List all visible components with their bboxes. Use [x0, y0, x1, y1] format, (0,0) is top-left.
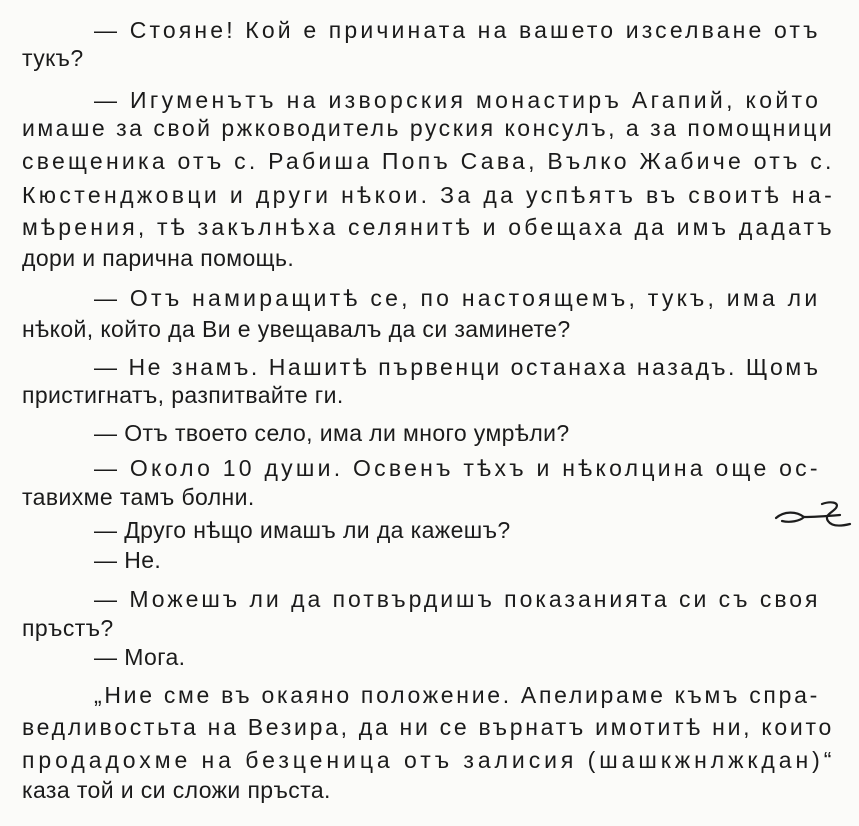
handwritten-margin-mark-icon: [770, 496, 856, 536]
text-line: каза той и си сложи пръста.: [22, 777, 331, 803]
text-line: ведливостьта на Везира, да ни се върнатъ имотитѣ ни, които: [22, 714, 834, 740]
text-line: — Можешъ ли да потвърдишъ показанията си съ своя: [94, 586, 821, 612]
text-line: пристигнатъ, разпитвайте ги.: [22, 382, 344, 408]
text-line: имаше за свой ржководитель руския консулъ, а за помощници: [22, 115, 835, 141]
text-line: пръстъ?: [22, 615, 114, 641]
text-line: „Ние сме въ окаяно положение. Апелираме къмъ спра-: [94, 682, 820, 708]
text-line: нѣкой, който да Ви е увещавалъ да си заминете?: [22, 316, 571, 342]
text-line: — Мога.: [94, 644, 186, 670]
text-line: продадохме на безценица отъ залисия (шашкжнлжкдан)“: [22, 747, 836, 773]
text-line: мѣрения, тѣ закълнѣха селянитѣ и обещаха да имъ дадатъ: [22, 214, 835, 240]
text-line: — Игуменътъ на изворския монастиръ Агапий, който: [94, 87, 822, 113]
text-line: — Около 10 души. Освенъ тѣхъ и нѣколцина още ос-: [94, 455, 821, 481]
text-line: тавихме тамъ болни.: [22, 484, 255, 510]
text-line: — Отъ намиращитѣ се, по настоящемъ, тукъ, има ли: [94, 285, 821, 311]
text-line: свещеника отъ с. Рабиша Попъ Сава, Вълко Жабиче отъ с.: [22, 148, 835, 174]
text-line: — Друго нѣщо имашъ ли да кажешъ?: [94, 517, 511, 543]
text-line: тукъ?: [22, 45, 84, 71]
text-line: — Отъ твоето село, има ли много умрѣли?: [94, 420, 570, 446]
text-line: — Не.: [94, 547, 162, 573]
text-line: — Стояне! Кой е причината на вашето изселване отъ: [94, 17, 821, 43]
text-line: Кюстенджовци и други нѣкои. За да успѣятъ въ своитѣ на-: [22, 182, 836, 208]
text-line: — Не знамъ. Нашитѣ първенци останаха назадъ. Щомъ: [94, 354, 821, 380]
text-line: дори и парична помощь.: [22, 245, 295, 271]
